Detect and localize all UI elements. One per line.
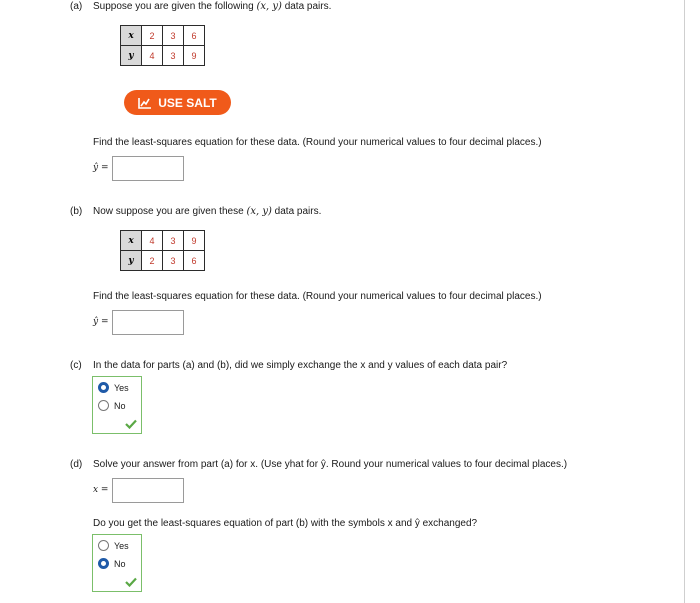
salt-chart-icon [138, 97, 152, 109]
table-row [121, 46, 205, 66]
part-a-data-table [120, 25, 205, 66]
part-a-instruction: Find the least-squares equation for these data. (Round your numerical values to four decimal places.) [93, 137, 542, 148]
option-label: Yes [114, 540, 129, 551]
x-value: 3 [163, 231, 184, 251]
part-b-yhat-label: ŷ = [93, 317, 109, 327]
option-label: Yes [114, 382, 129, 393]
y-value: 2 [142, 251, 163, 271]
checkmark-icon [125, 577, 137, 590]
x-value: 2 [142, 26, 163, 46]
radio-selected-icon[interactable] [98, 382, 109, 393]
part-b-answer-input[interactable] [112, 310, 184, 335]
part-b-prompt-prefix: Now suppose you are given these [93, 206, 244, 217]
part-a-prompt-suffix: data pairs. [284, 1, 332, 12]
x-value: 6 [184, 26, 205, 46]
table-row [121, 26, 205, 46]
y-header: y [121, 46, 142, 66]
part-d-option-no[interactable] [98, 558, 126, 569]
part-d-answer-input[interactable] [112, 478, 184, 503]
part-c-label: (c) [70, 360, 82, 371]
x-value: 4 [142, 231, 163, 251]
x-value: 3 [163, 26, 184, 46]
part-a-label: (a) [70, 1, 83, 12]
x-header: x [121, 231, 142, 251]
x-header: x [121, 26, 142, 46]
part-a-prompt-vars: (x, y) [256, 1, 282, 12]
part-d-option-yes[interactable] [98, 540, 129, 551]
part-d-radio-group [92, 534, 142, 592]
part-b-prompt-suffix: data pairs. [274, 206, 322, 217]
part-b-prompt [93, 206, 321, 217]
radio-empty-icon[interactable] [98, 540, 109, 551]
y-value: 3 [163, 251, 184, 271]
part-b-instruction: Find the least-squares equation for these data. (Round your numerical values to four decimal places.) [93, 291, 542, 302]
part-a-prompt [93, 1, 331, 12]
y-header: y [121, 251, 142, 271]
part-b-prompt-vars: (x, y) [246, 206, 272, 217]
part-a-yhat-label: ŷ = [93, 163, 109, 173]
part-c-question: In the data for parts (a) and (b), did we simply exchange the x and y values of each data pair? [93, 360, 508, 371]
part-a-answer-input[interactable] [112, 156, 184, 181]
y-value: 4 [142, 46, 163, 66]
y-value: 6 [184, 251, 205, 271]
part-c-option-no[interactable] [98, 400, 126, 411]
part-b-label: (b) [70, 206, 83, 217]
part-d-x-label: x = [93, 485, 109, 495]
use-salt-label: USE SALT [158, 95, 217, 110]
y-value: 3 [163, 46, 184, 66]
part-c-option-yes[interactable] [98, 382, 129, 393]
radio-empty-icon[interactable] [98, 400, 109, 411]
part-c-radio-group [92, 376, 142, 434]
option-label: No [114, 400, 126, 411]
use-salt-button[interactable] [124, 90, 231, 115]
table-row [121, 231, 205, 251]
part-d-label: (d) [70, 459, 83, 470]
part-d-instruction: Solve your answer from part (a) for x. (Use yhat for ŷ. Round your numerical values to four decimal places.) [93, 459, 568, 470]
option-label: No [114, 558, 126, 569]
part-b-data-table [120, 230, 205, 271]
y-value: 9 [184, 46, 205, 66]
table-row [121, 251, 205, 271]
radio-selected-icon[interactable] [98, 558, 109, 569]
x-value: 9 [184, 231, 205, 251]
part-d-question: Do you get the least-squares equation of part (b) with the symbols x and ŷ exchanged? [93, 518, 478, 529]
part-a-prompt-prefix: Suppose you are given the following [93, 1, 254, 12]
checkmark-icon [125, 419, 137, 432]
